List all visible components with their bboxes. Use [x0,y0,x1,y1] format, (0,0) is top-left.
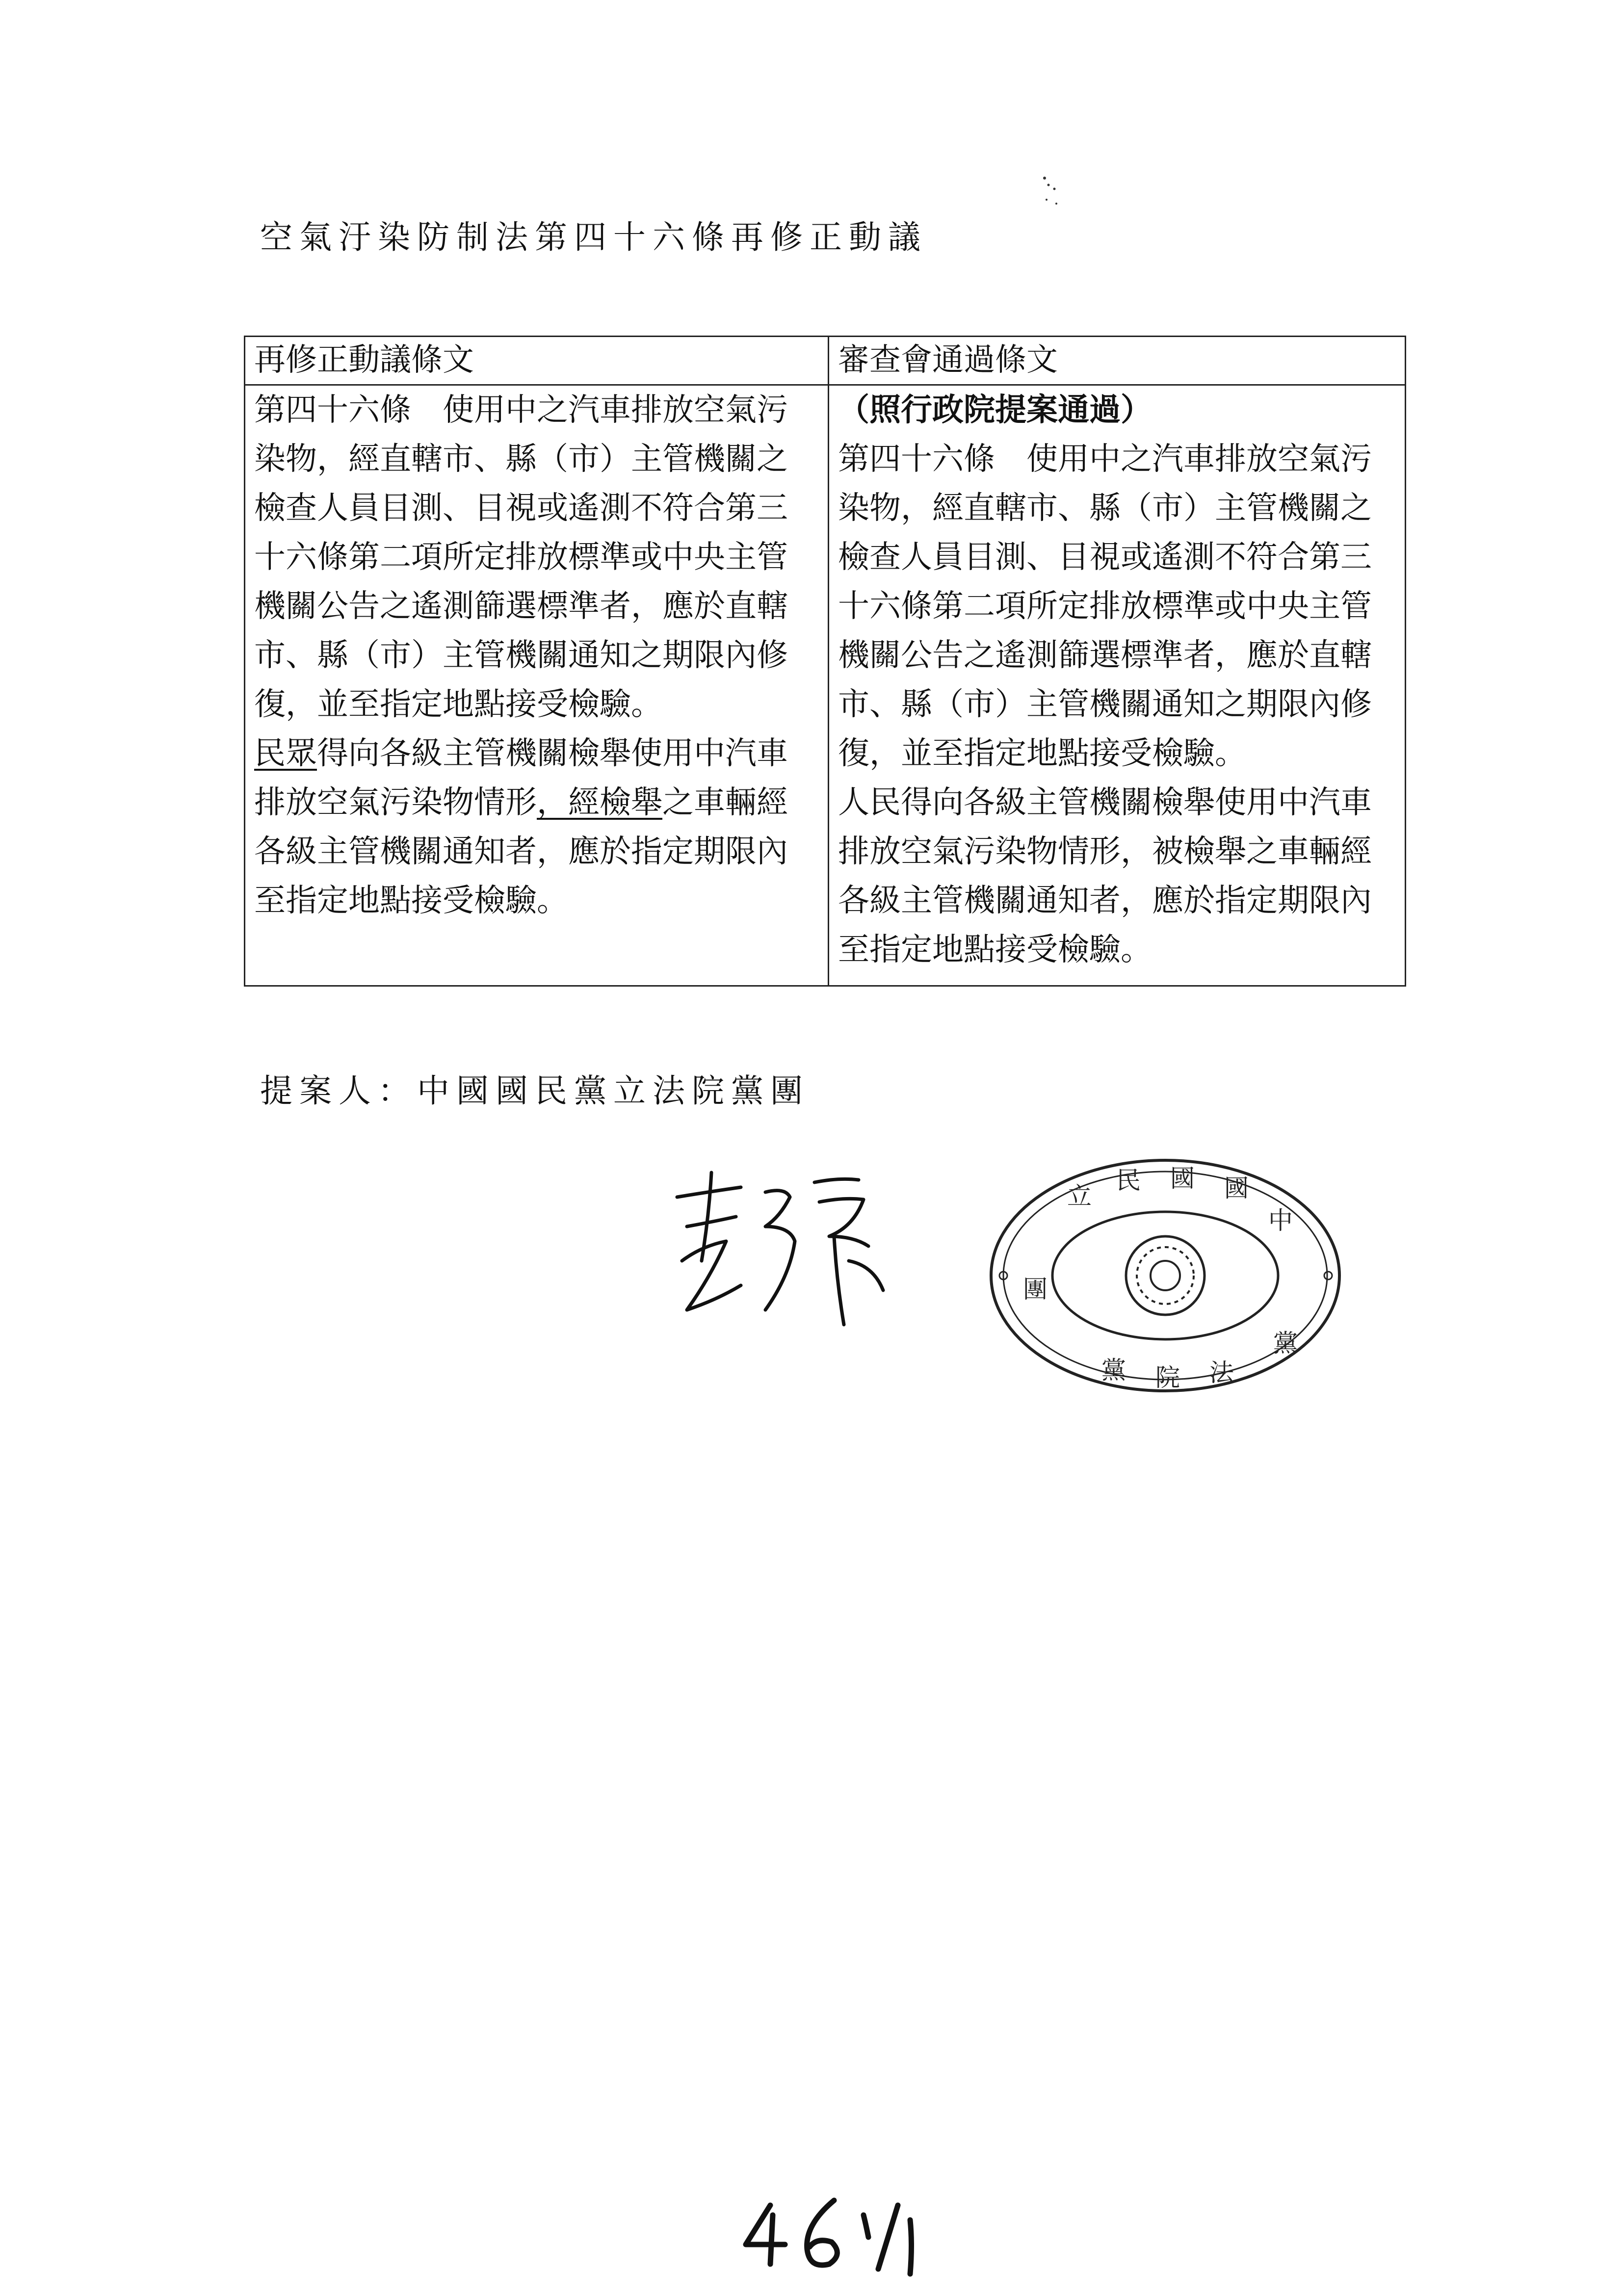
seal-character: 院 [1155,1363,1180,1392]
underlined-amendment-term: 民眾 [254,735,317,772]
amendment-comparison-table [244,336,1406,987]
document-title: 空氣汙染防制法第四十六條再修正動議 [260,218,927,256]
seal-character: 法 [1209,1358,1234,1387]
handwritten-page-number [736,2186,942,2284]
passed-article-paragraph-2: 人民得向各級主管機關檢舉使用中汽車排放空氣污染物情形，被檢舉之車輛經各級主管機關通知者，應於指定期限內至指定地點接受檢驗。 [838,784,1372,968]
table-body-row [245,385,1406,986]
header-revised-motion: 再修正動議條文 [245,337,829,385]
seal-character: 國 [1170,1164,1195,1193]
passed-as-executive-yuan-note: （照行政院提案通過） [838,392,1152,428]
committee-passed-cell [829,385,1406,986]
header-committee-passed: 審查會通過條文 [829,337,1406,385]
table-header-row [245,337,1406,385]
seal-character: 中 [1268,1206,1293,1235]
seal-character: 黨 [1101,1356,1126,1384]
seal-character: 立 [1067,1182,1092,1210]
seal-character: 團 [1023,1275,1048,1304]
seal-character: 黨 [1273,1329,1298,1357]
revised-motion-cell [245,385,829,986]
revised-article-paragraph-2 [254,729,819,925]
scan-speck-marks [1038,174,1067,213]
party-caucus-seal [986,1155,1344,1396]
revised-paragraph-2-text-a: 得向各級主管機關檢舉使用中汽車排放空氣污染物情形 [254,735,788,821]
passed-article-paragraph-1: 第四十六條 使用中之汽車排放空氣污染物，經直轄市、縣（市）主管機關之檢查人員目測、目視或遙測不符合第三十六條第二項所定排放標準或中央主管機關公告之遙測篩選標準者，應於直轄市、縣（市）主管機關通知之期限內修復，並至指定地點接受檢驗。 [838,441,1372,772]
seal-character: 國 [1224,1174,1249,1202]
proposer-line: 提案人：中國國民黨立法院黨團 [260,1072,810,1110]
revised-paragraph-2-text-b: 之車輛經各級主管機關通知者，應於指定期限內至指定地點接受檢驗。 [254,784,788,919]
revised-article-paragraph-1: 第四十六條 使用中之汽車排放空氣污染物，經直轄市、縣（市）主管機關之檢查人員目測、目視或遙測不符合第三十六條第二項所定排放標準或中央主管機關公告之遙測篩選標準者，應於直轄市、縣（市）主管機關通知之期限內修復，並至指定地點接受檢驗。 [254,392,788,723]
underlined-amendment-term: ，經檢舉 [537,784,662,821]
handwritten-signature [667,1163,903,1339]
seal-character: 民 [1116,1166,1141,1195]
